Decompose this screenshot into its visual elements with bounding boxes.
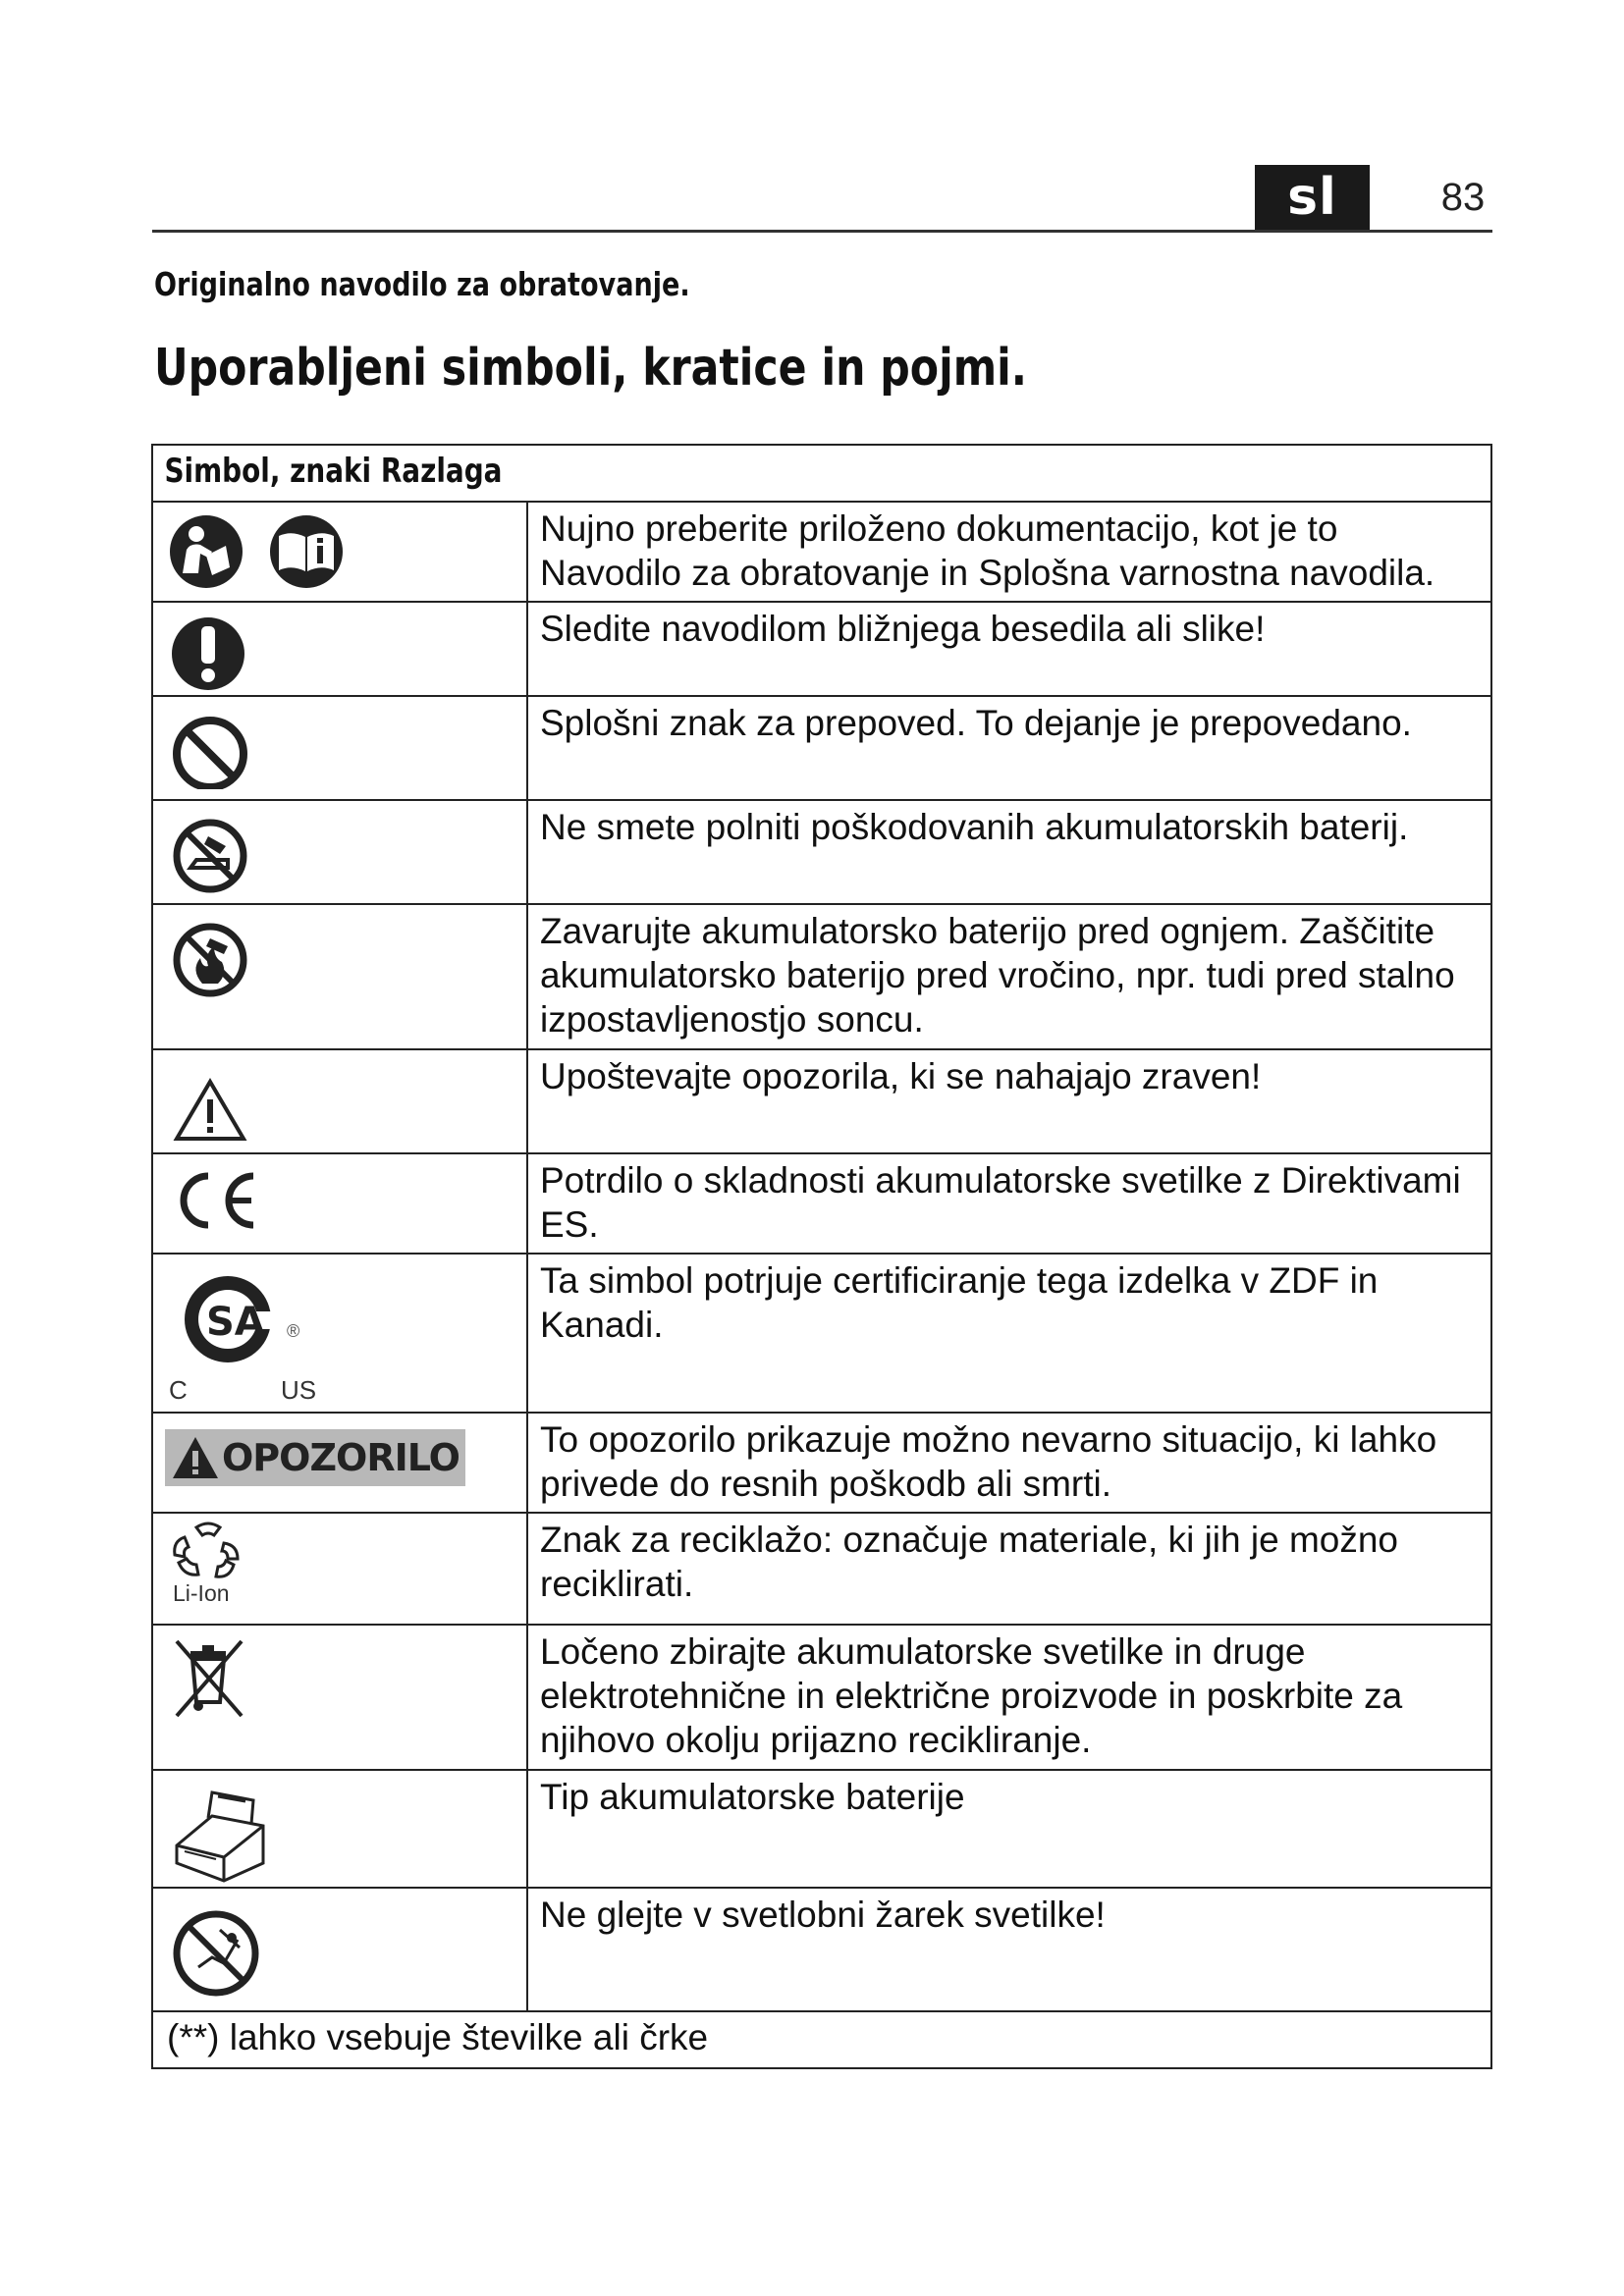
table-header-label: Simbol, znaki Razlaga bbox=[164, 452, 503, 491]
table-row bbox=[152, 904, 1491, 1049]
description: Ne smete polniti poškodovanih akumulatorskih baterij. bbox=[540, 807, 1409, 847]
exclamation-icon bbox=[169, 613, 247, 691]
table-row bbox=[152, 1049, 1491, 1153]
csa-registered-mark: ® bbox=[287, 1321, 300, 1341]
description: Upoštevajte opozorila, ki se nahajajo zraven! bbox=[540, 1056, 1262, 1096]
description: Sledite navodilom bližnjega besedila ali slike! bbox=[540, 609, 1266, 649]
page-number: 83 bbox=[1440, 176, 1486, 219]
table-row bbox=[152, 1770, 1491, 1888]
no-fire-battery-icon bbox=[169, 915, 251, 997]
description: Splošni znak za prepoved. To dejanje je prepovedano. bbox=[540, 703, 1412, 743]
footer-note: (**) lahko vsebuje številke ali črke bbox=[167, 2017, 709, 2057]
description: Ne glejte v svetlobni žarek svetilke! bbox=[540, 1895, 1106, 1935]
table-row bbox=[152, 602, 1491, 696]
prohibition-icon bbox=[169, 707, 251, 789]
no-charge-damaged-battery-icon bbox=[169, 811, 251, 893]
table-row bbox=[152, 800, 1491, 904]
description: Ta simbol potrjuje certificiranje tega izdelka v ZDF in Kanadi. bbox=[540, 1260, 1379, 1345]
description: Tip akumulatorske baterije bbox=[540, 1777, 965, 1817]
ce-mark-icon bbox=[169, 1164, 267, 1239]
warning-triangle-icon bbox=[171, 1435, 220, 1480]
csa-c-label: C bbox=[169, 1375, 188, 1405]
csa-mark-icon bbox=[169, 1264, 326, 1392]
description: Zavarujte akumulatorsko baterijo pred ognjem. Zaščitite akumulatorsko baterijo pred vročino, npr. tudi pred stalno izpostavljenostjo soncu. bbox=[540, 911, 1455, 1040]
header-rule bbox=[152, 230, 1492, 233]
table-row bbox=[152, 696, 1491, 800]
table-row bbox=[152, 1888, 1491, 2011]
table-footer-row bbox=[152, 2011, 1491, 2068]
table-row bbox=[152, 1153, 1491, 1254]
description: To opozorilo prikazuje možno nevarno situacijo, ki lahko privede do resnih poškodb ali smrti. bbox=[540, 1419, 1437, 1504]
warning-triangle-icon bbox=[169, 1060, 251, 1143]
language-badge: sl bbox=[1255, 165, 1370, 230]
description: Znak za reciklažo: označuje materiale, ki jih je možno reciklirati. bbox=[540, 1520, 1398, 1604]
table-header-row bbox=[152, 445, 1491, 502]
table-row bbox=[152, 502, 1491, 602]
warning-badge-label: OPOZORILO bbox=[222, 1436, 460, 1479]
battery-pack-icon bbox=[169, 1783, 277, 1885]
table-row bbox=[152, 1625, 1491, 1770]
csa-us-label: US bbox=[281, 1375, 317, 1405]
document-subtitle: Originalno navodilo za obratovanje. bbox=[154, 265, 690, 303]
recycling-icon bbox=[169, 1520, 247, 1582]
description: Potrdilo o skladnosti akumulatorske svetilke z Direktivami ES. bbox=[540, 1160, 1461, 1245]
warning-badge-icon bbox=[165, 1429, 465, 1486]
table-row bbox=[152, 1513, 1491, 1625]
symbols-table bbox=[151, 444, 1492, 2069]
no-stare-beam-icon bbox=[169, 1904, 263, 1999]
table-row bbox=[152, 1413, 1491, 1513]
li-ion-label: Li-Ion bbox=[173, 1580, 230, 1606]
description: Ločeno zbirajte akumulatorske svetilke in druge elektrotehnične in električne proizvode in poskrbite za njihovo okolju prijazno recikliranje. bbox=[540, 1631, 1403, 1760]
description: Nujno preberite priloženo dokumentacijo, kot je to Navodilo za obratovanje in Splošna varnostna navodila. bbox=[540, 508, 1435, 593]
read-manual-icon bbox=[169, 512, 346, 591]
crossed-bin-icon bbox=[169, 1633, 251, 1722]
svg-text:SA: SA bbox=[206, 1300, 265, 1345]
table-row bbox=[152, 1254, 1491, 1413]
page-title: Uporabljeni simboli, kratice in pojmi. bbox=[154, 339, 1027, 398]
